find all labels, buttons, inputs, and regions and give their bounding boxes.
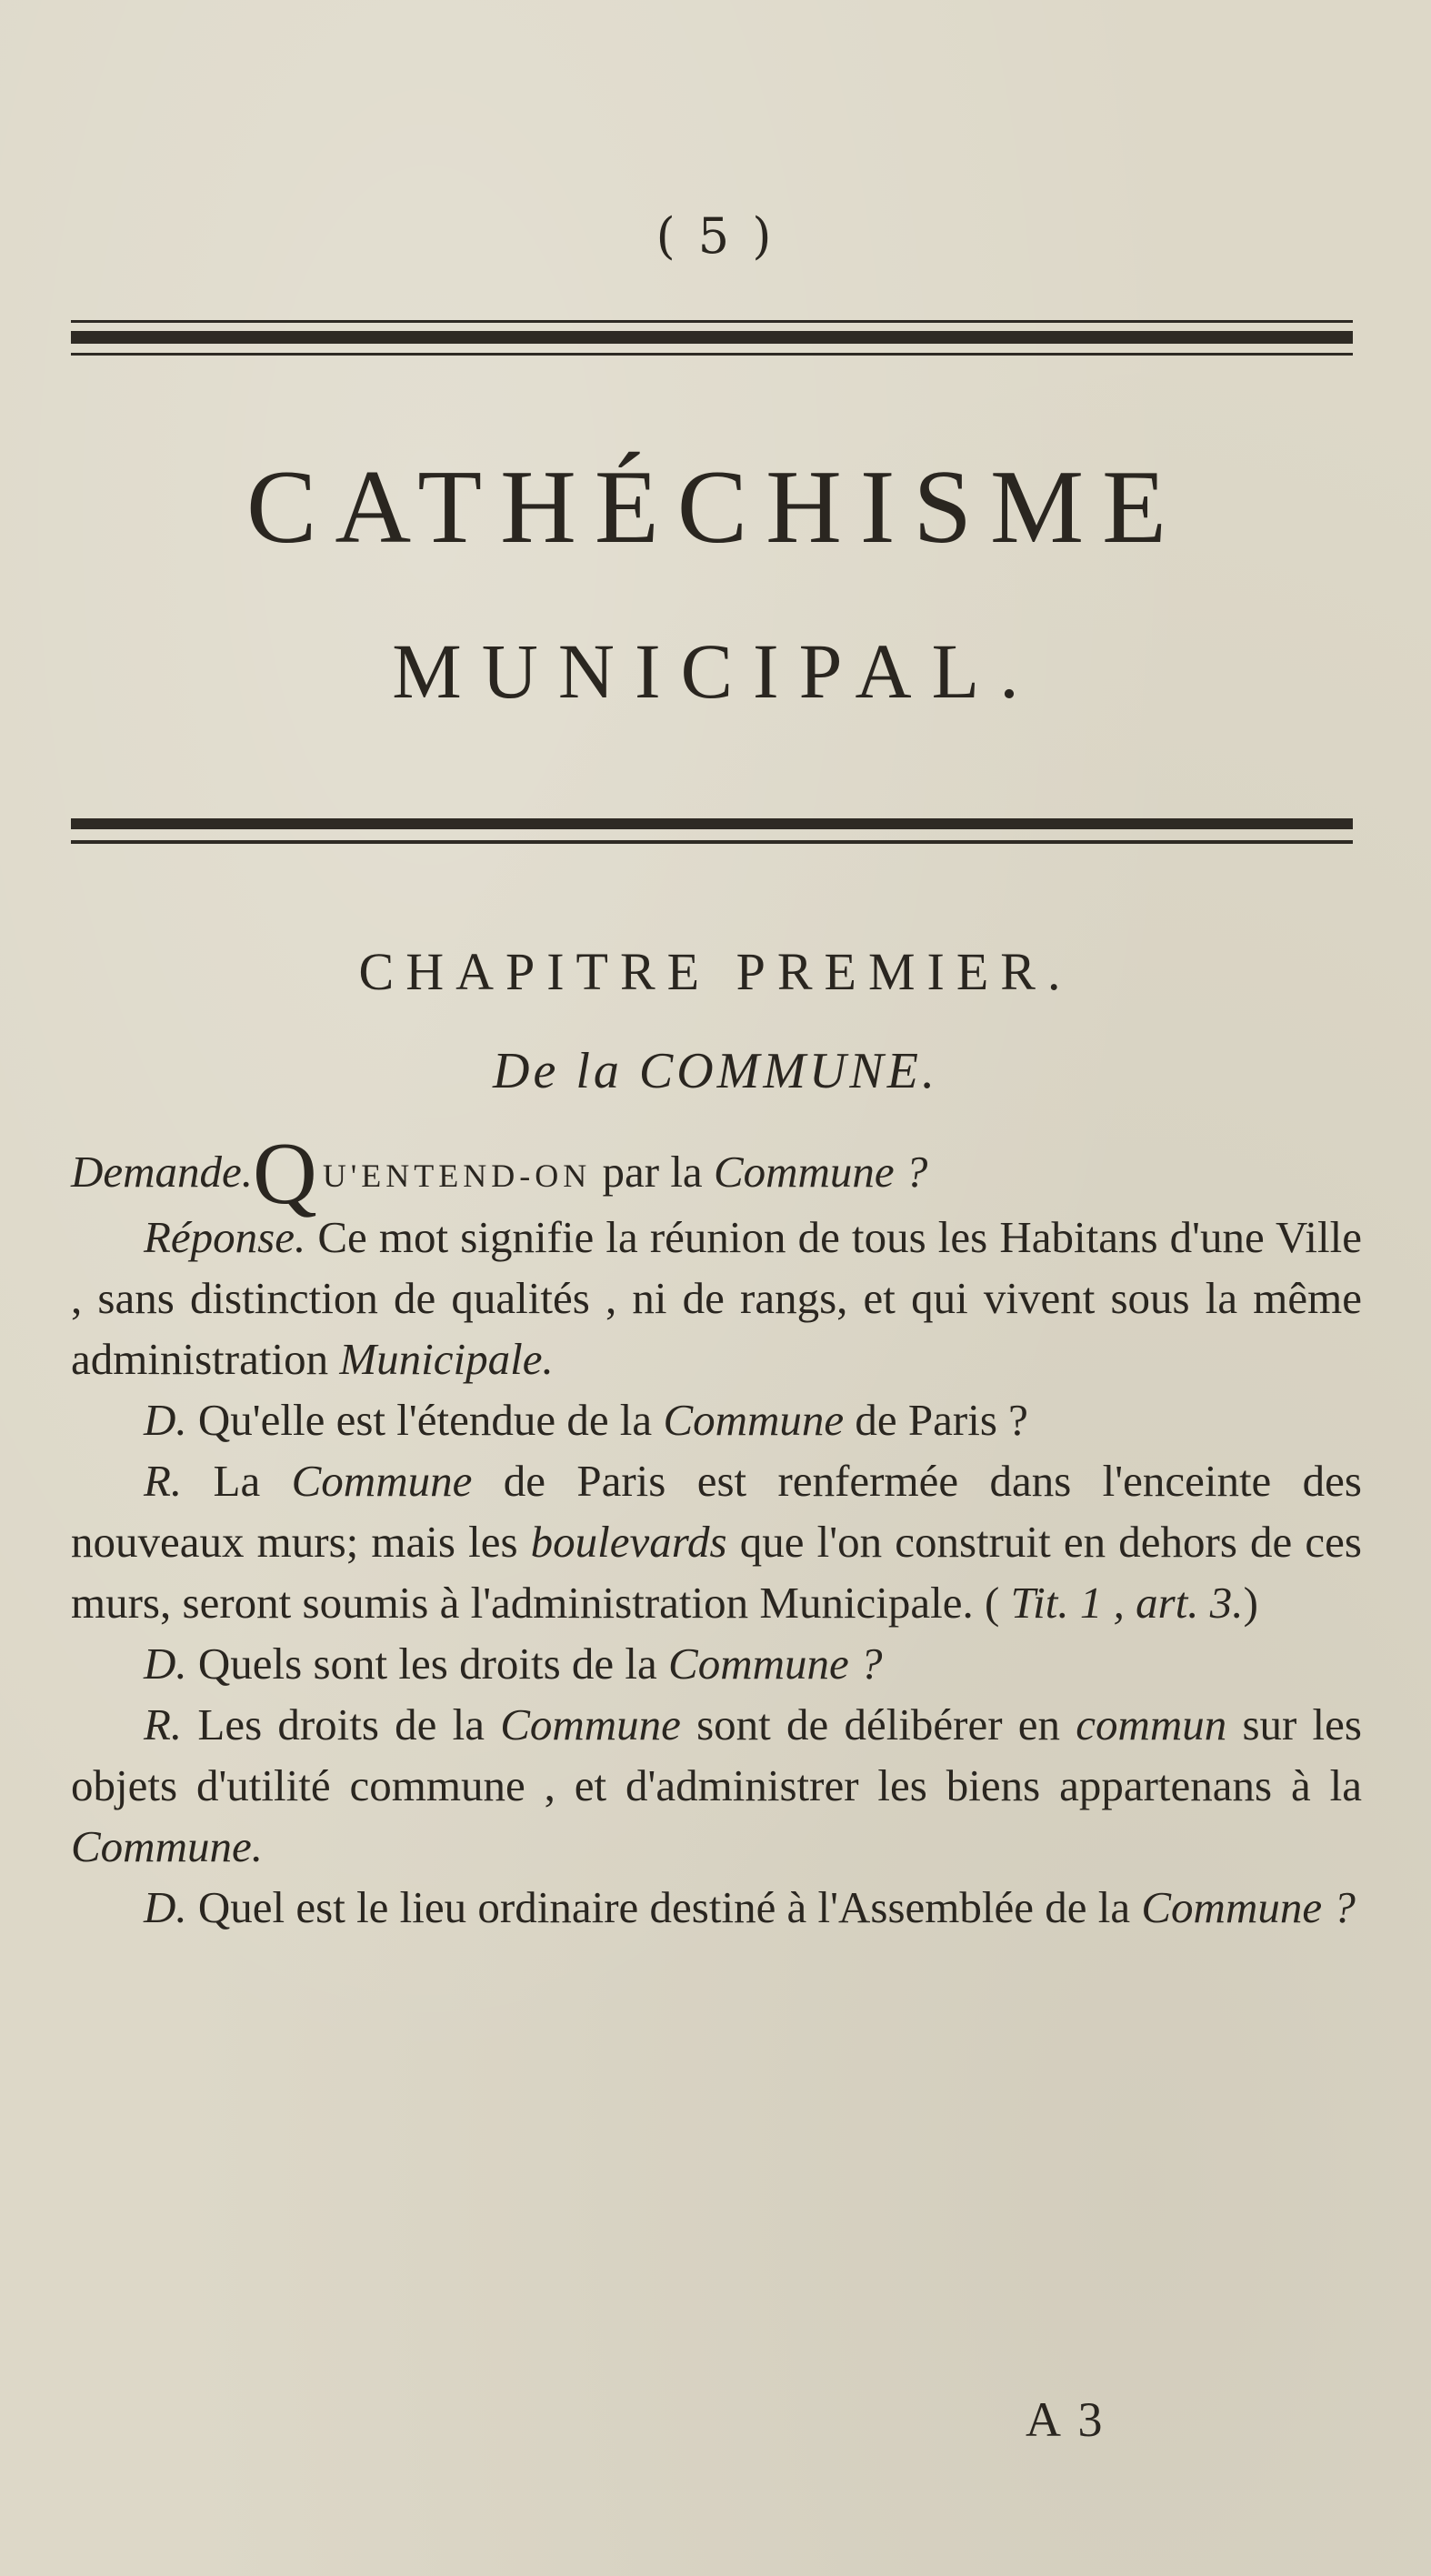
paragraph-answer-3: [71, 1694, 1362, 1877]
italic-term: Municipale.: [339, 1334, 554, 1384]
italic-term: Commune: [500, 1699, 681, 1749]
answer-text: sont de délibérer en: [680, 1699, 1076, 1749]
paragraph-question-2: [71, 1389, 1362, 1450]
paragraph-question-1: [71, 1125, 1362, 1223]
paragraph-answer-1: [71, 1207, 1362, 1389]
chapter-title: CHAPITRE PREMIER.: [358, 942, 1073, 1001]
middle-rule-thick: [71, 818, 1353, 829]
answer-label: R.: [144, 1456, 183, 1506]
question-label: D.: [144, 1395, 187, 1445]
top-rule-thin: [71, 320, 1353, 323]
italic-term: Commune: [663, 1395, 845, 1445]
question-label: D.: [144, 1882, 187, 1932]
question-text: Qu'elle est l'étendue de la: [186, 1395, 664, 1445]
chapter-subtitle: De la COMMUNE.: [493, 1043, 938, 1099]
italic-term: Commune: [291, 1456, 473, 1506]
italic-reference: Tit. 1 , art. 3.: [1010, 1578, 1244, 1628]
middle-rule-thin: [71, 840, 1353, 844]
italic-term: Commune ?: [668, 1639, 883, 1689]
italic-term: Commune ?: [1141, 1882, 1356, 1932]
answer-text: Les droits de la: [182, 1699, 501, 1749]
signature-mark: A 3: [1026, 2392, 1106, 2447]
answer-label: R.: [144, 1699, 183, 1749]
question-text: par la: [591, 1147, 714, 1197]
top-rule-thick: [71, 331, 1353, 344]
paragraph-answer-2: [71, 1450, 1362, 1633]
body-text: [71, 1125, 1362, 1938]
answer-label: Réponse.: [144, 1212, 306, 1262]
page-number: ( 5 ): [655, 207, 776, 265]
top-rule-thin-lower: [71, 353, 1353, 356]
small-caps-text: U'ENTEND-ON: [322, 1158, 592, 1194]
question-label: Demande.: [71, 1147, 254, 1197]
question-text: Quels sont les droits de la: [186, 1639, 669, 1689]
answer-text: que l'on construit en dehors de ces murs, seront soumis à l'administration Municipale. (: [71, 1517, 1362, 1628]
question-label: D.: [144, 1639, 187, 1689]
answer-text-end: ): [1243, 1578, 1258, 1628]
answer-text: Ce mot signifie la réunion de tous les Habitans d'une Ville , sans distinction de qualités , ni de rangs, et qui vivent sous la même administration: [71, 1212, 1362, 1384]
italic-term: commun: [1076, 1699, 1227, 1749]
question-text: Quel est le lieu ordinaire destiné à l'Assemblée de la: [186, 1882, 1142, 1932]
italic-term: Commune.: [71, 1821, 263, 1871]
answer-text: sur les objets d'utilité commune , et d'administrer les biens appartenans à la: [71, 1699, 1362, 1810]
question-text-end: de Paris ?: [844, 1395, 1028, 1445]
italic-term: Commune ?: [713, 1147, 928, 1197]
answer-text: La: [182, 1456, 292, 1506]
italic-term: boulevards: [530, 1517, 727, 1567]
main-title: CATHÉCHISME: [245, 449, 1186, 566]
answer-text: de Paris est renfermée dans l'enceinte des nouveaux murs; mais les: [71, 1456, 1362, 1567]
paragraph-question-3: [71, 1633, 1362, 1694]
paragraph-question-4: [71, 1877, 1362, 1938]
drop-cap: Q: [253, 1125, 317, 1223]
main-title-second-line: MUNICIPAL.: [392, 627, 1039, 715]
